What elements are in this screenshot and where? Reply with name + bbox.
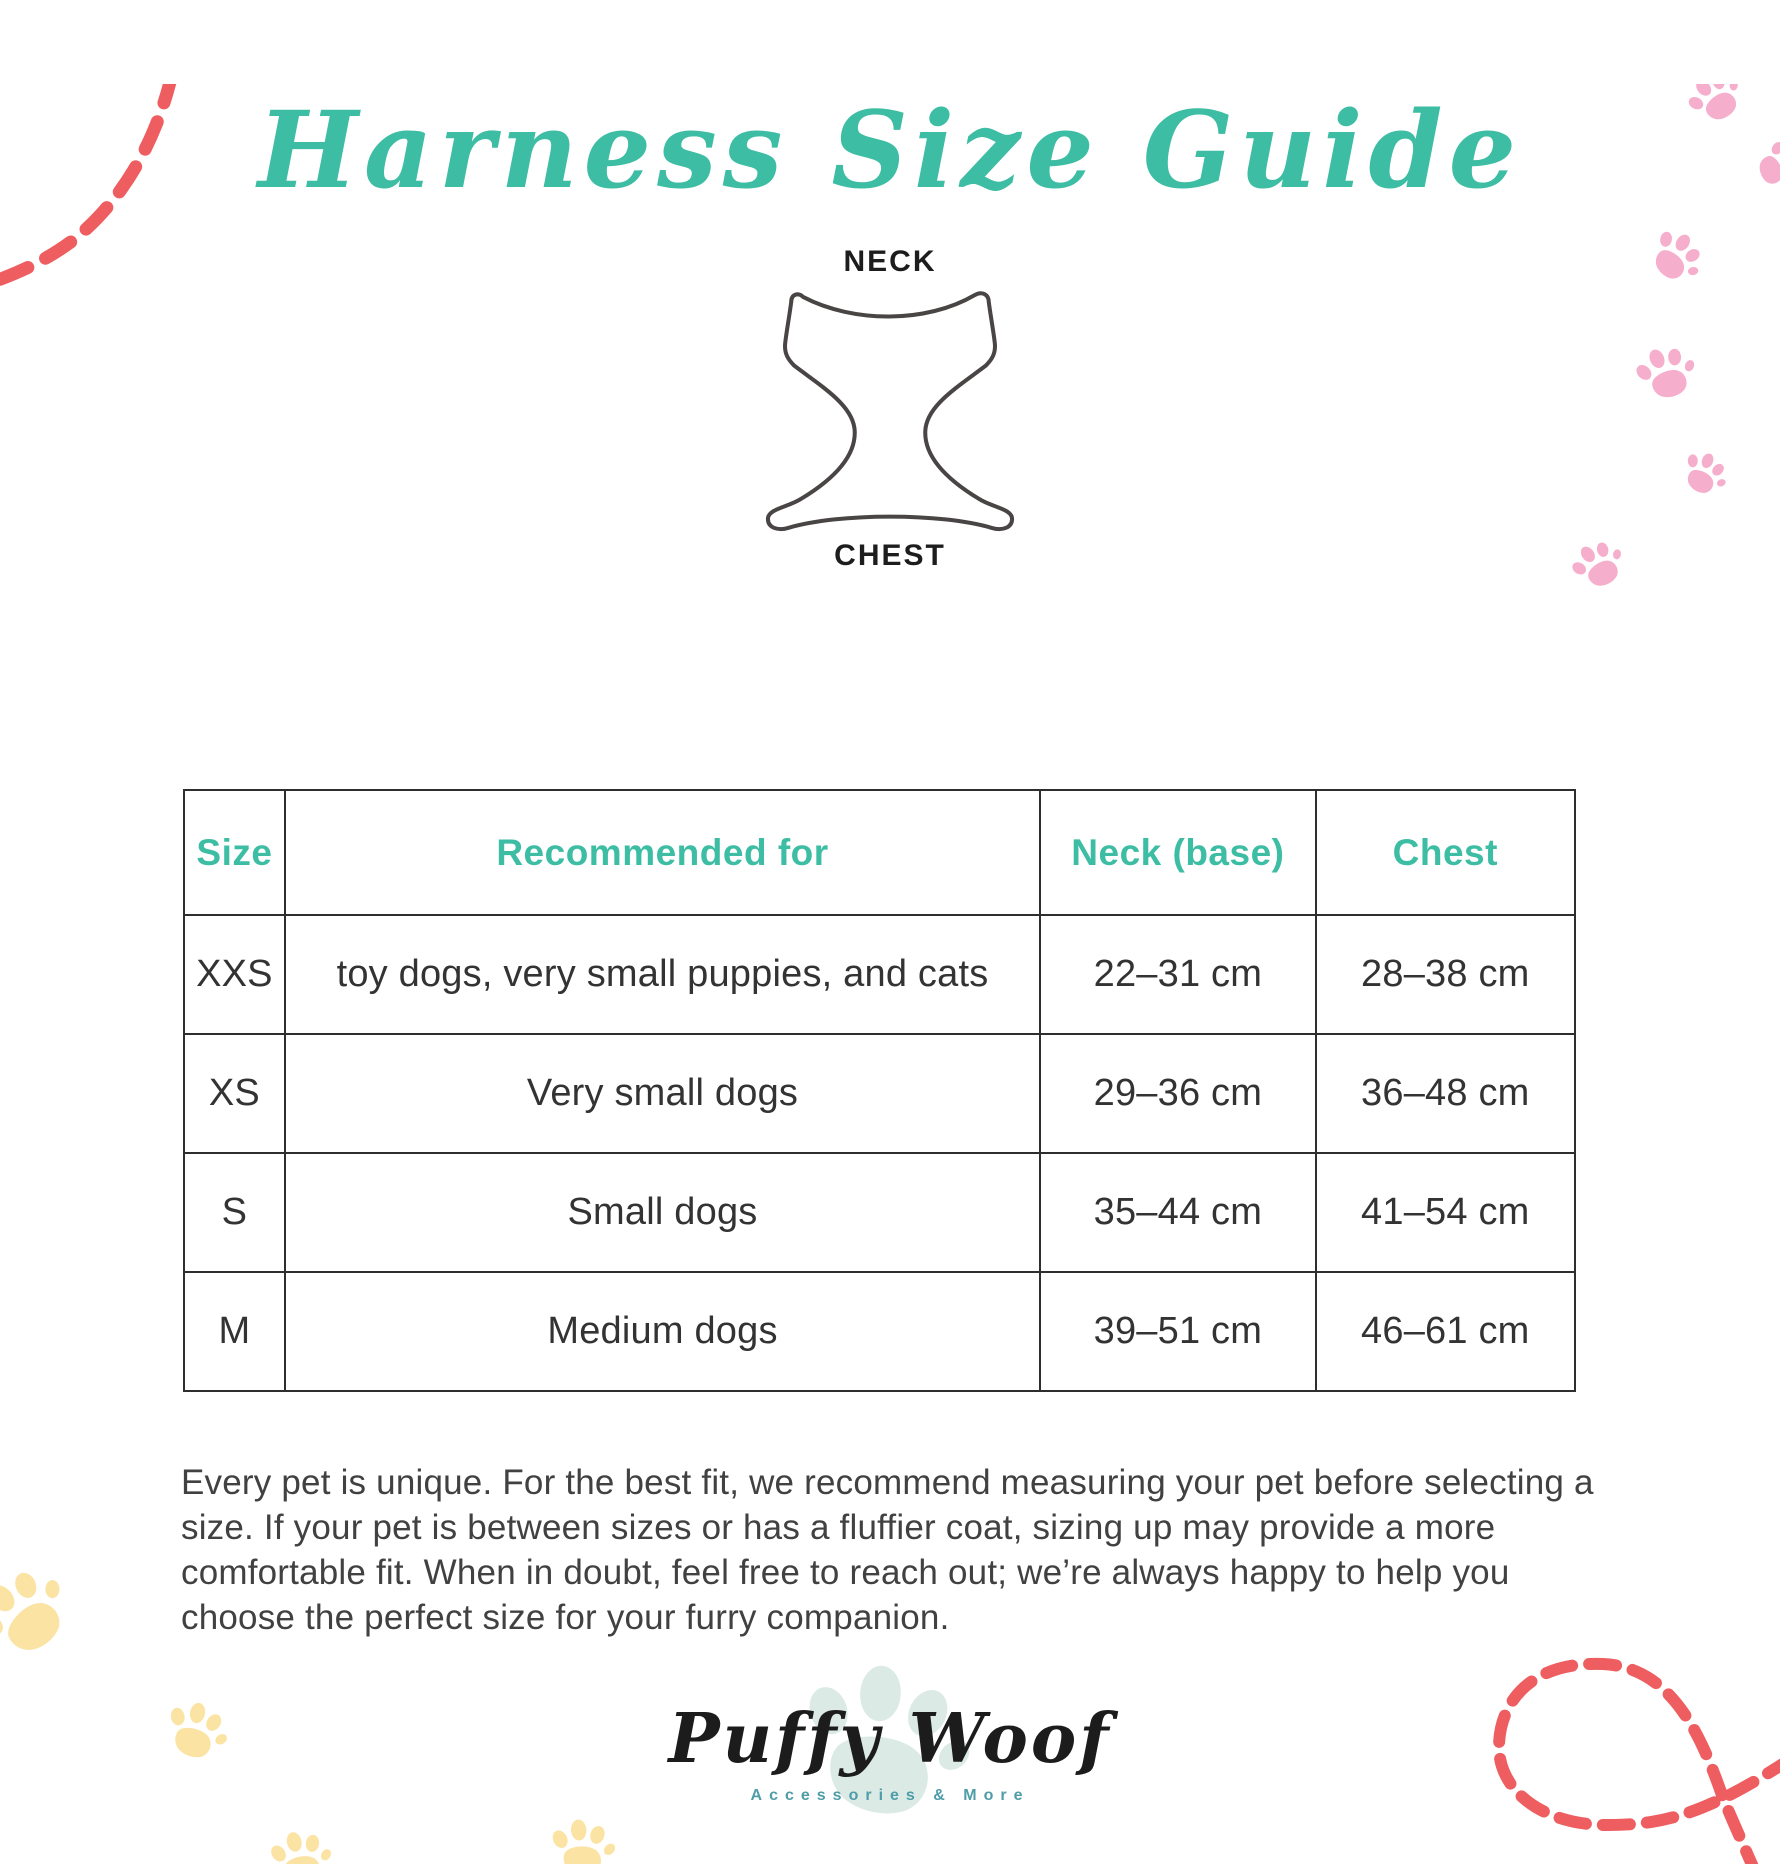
size-cell: M (184, 1272, 285, 1391)
brand-logo (0, 1629, 1780, 1864)
chest-cell: 36–48 cm (1316, 1034, 1575, 1153)
chest-cell: 46–61 cm (1316, 1272, 1575, 1391)
table-row (184, 1034, 1575, 1153)
brand-name: Puffy Woof (668, 1699, 1112, 1779)
neck-cell: 22–31 cm (1040, 915, 1315, 1034)
brand-tagline: Accessories & More (750, 1787, 1030, 1804)
chest-cell: 28–38 cm (1316, 915, 1575, 1034)
neck-label: NECK (843, 244, 937, 278)
neck-cell: 39–51 cm (1040, 1272, 1315, 1391)
recommended-cell: Small dogs (285, 1153, 1040, 1272)
recommended-cell: Very small dogs (285, 1034, 1040, 1153)
harness-diagram (740, 245, 1040, 573)
table-header-chest: Chest (1316, 790, 1575, 915)
paw-print-icon (1641, 220, 1714, 292)
fit-note: Every pet is unique. For the best fit, we recommend measuring your pet before selecting a size. If your pet is between sizes or has a fluffier coat, sizing up may provide a more comfortable fit. When in doubt, feel free to reach out; we’re always happy to help you choose the perfect size for your furry companion. (181, 1463, 1594, 1637)
paw-print-icon (1564, 531, 1633, 597)
paw-print-icon (1675, 444, 1737, 502)
table-header-recommended: Recommended for (285, 790, 1040, 915)
paw-print-icon (1629, 338, 1704, 406)
chest-label: CHEST (834, 538, 946, 572)
neck-cell: 29–36 cm (1040, 1034, 1315, 1153)
size-table (183, 789, 1576, 1392)
recommended-cell: toy dogs, very small puppies, and cats (285, 915, 1040, 1034)
page-title: Harness Size Guide (257, 87, 1523, 212)
size-cell: XXS (184, 915, 285, 1034)
page-root (0, 84, 1780, 1864)
table-row (184, 915, 1575, 1034)
size-cell: S (184, 1153, 285, 1272)
table-row (184, 1153, 1575, 1272)
neck-cell: 35–44 cm (1040, 1153, 1315, 1272)
size-cell: XS (184, 1034, 285, 1153)
recommended-cell: Medium dogs (285, 1272, 1040, 1391)
table-header-neck: Neck (base) (1040, 790, 1315, 915)
table-header-size: Size (184, 790, 285, 915)
table-header-row (184, 790, 1575, 915)
chest-cell: 41–54 cm (1316, 1153, 1575, 1272)
table-row (184, 1272, 1575, 1391)
harness-outline-icon (757, 285, 1023, 537)
